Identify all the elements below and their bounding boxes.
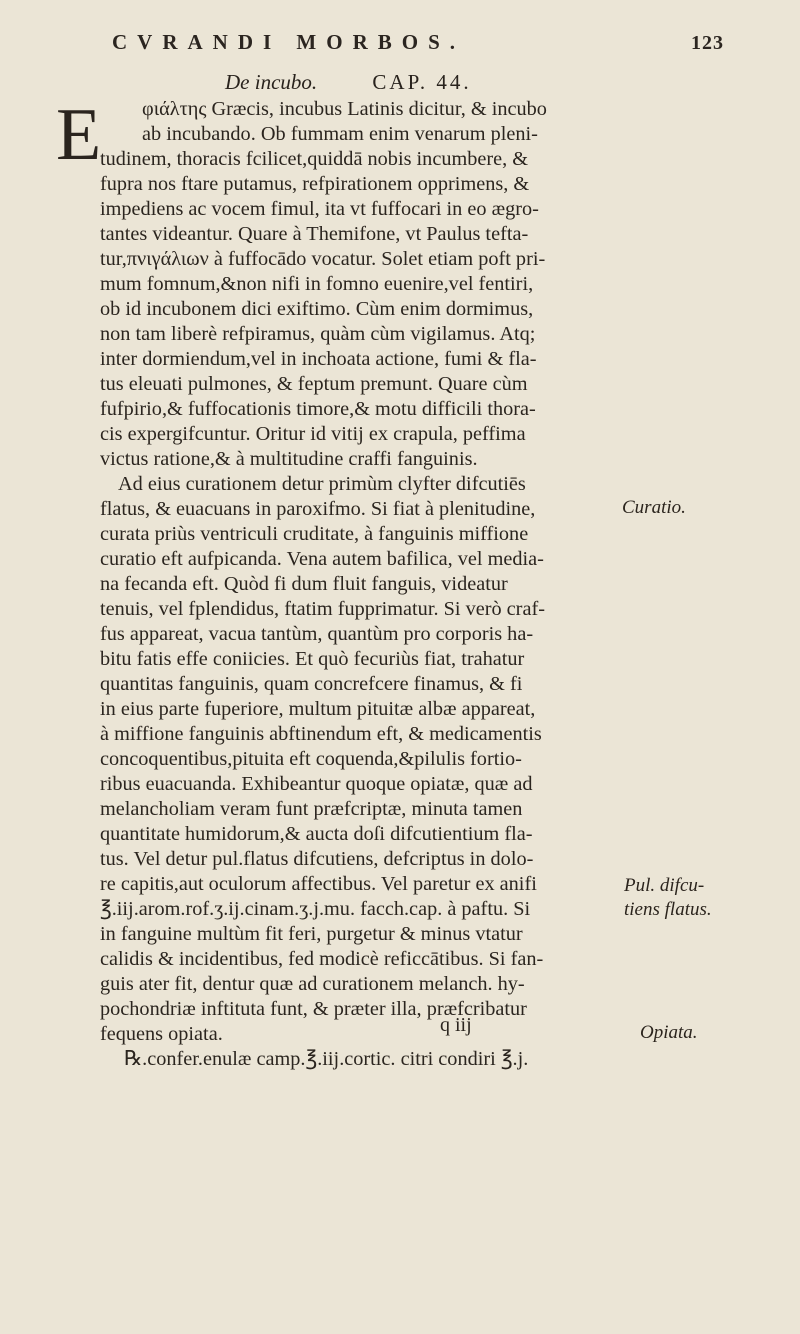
text-line: tur,πνιγάλιων à fuffocādo vocatur. Solet etiam poft pri- xyxy=(100,248,546,270)
text-line: guis ater fit, dentur quæ ad curationem melanch. hy- xyxy=(100,973,525,995)
text-line: fufpirio,& fuffocationis timore,& motu difficili thora- xyxy=(100,398,536,420)
text-line: impediens ac vocem fimul, ita vt fuffocari in eo ægro- xyxy=(100,198,539,220)
text-line: mum fomnum,&non nifi in fomno euenire,vel fentiri, xyxy=(100,273,534,295)
text-line: flatus, & euacuans in paroxifmo. Si fiat à plenitudine, xyxy=(100,498,536,520)
text-line: Ad eius curationem detur primùm clyfter difcutiēs xyxy=(118,473,526,495)
text-line: φιάλτης Græcis, incubus Latinis dicitur, & incubo xyxy=(142,98,547,120)
text-line: melancholiam veram funt præfcriptæ, minuta tamen xyxy=(100,798,523,820)
text-line: ab incubando. Ob fummam enim venarum pleni- xyxy=(142,123,538,145)
text-line: in eius parte fuperiore, multum pituitæ albæ appareat, xyxy=(100,698,536,720)
page-number: 123 xyxy=(691,32,724,54)
text-line: concoquentibus,pituita eft coquenda,&pilulis fortio- xyxy=(100,748,522,770)
text-line: tus eleuati pulmones, & feptum premunt. Quare cùm xyxy=(100,373,528,395)
margin-note-pulvis: Pul. difcu- xyxy=(624,875,705,896)
text-line: cis expergifcuntur. Oritur id vitij ex crapula, peffima xyxy=(100,423,526,445)
signature-mark: q iij xyxy=(440,1014,472,1036)
running-head xyxy=(112,30,732,55)
text-line: fequens opiata. xyxy=(100,1023,223,1045)
text-line: tudinem, thoracis fcilicet,quiddā nobis incumbere, & xyxy=(100,148,529,170)
chapter-number: CAP. 44. xyxy=(372,70,472,94)
text-line: quantitate humidorum,& aucta doſi difcutientium fla- xyxy=(100,823,533,845)
text-line: fupra nos ftare putamus, refpirationem opprimens, & xyxy=(100,173,530,195)
text-line: ob id incubonem dici exiftimo. Cùm enim dormimus, xyxy=(100,298,534,320)
text-line: victus ratione,& à multitudine craffi fanguinis. xyxy=(100,448,478,470)
chapter-title: De incubo. xyxy=(225,70,318,94)
text-line: calidis & incidentibus, fed modicè reficcātibus. Si fan- xyxy=(100,948,544,970)
text-line: re capitis,aut oculorum affectibus. Vel paretur ex anifi xyxy=(100,873,537,895)
text-line: pochondriæ inftituta funt, & præter illa, præfcribatur xyxy=(100,998,527,1020)
text-line: non tam liberè refpiramus, quàm cùm vigilamus. Atq; xyxy=(100,323,536,345)
text-line: inter dormiendum,vel in inchoata actione, fumi & fla- xyxy=(100,348,537,370)
margin-note-pulvis-cont: tiens flatus. xyxy=(624,899,712,920)
text-line: à miffione fanguinis abftinendum eft, & medicamentis xyxy=(100,723,542,745)
text-line: tus. Vel detur pul.flatus difcutiens, defcriptus in dolo- xyxy=(100,848,534,870)
text-line: ribus euacuanda. Exhibeantur quoque opiatæ, quæ ad xyxy=(100,773,533,795)
text-line: tantes videantur. Quare à Themifone, vt Paulus tefta- xyxy=(100,223,529,245)
text-line: ℞.confer.enulæ camp.℥.iij.cortic. citri condiri ℥.j. xyxy=(124,1048,529,1070)
text-line: bitu fatis effe coniicies. Et quò fecuriùs fiat, trahatur xyxy=(100,648,525,670)
running-head-title: CVRANDI MORBOS. xyxy=(112,30,466,54)
text-line: tenuis, vel fplendidus, ftatim fupprimatur. Si verò craf- xyxy=(100,598,545,620)
text-line: in fanguine multùm fit feri, purgetur & minus vtatur xyxy=(100,923,523,945)
text-line: na fecanda eft. Quòd fi dum fluit fanguis, videatur xyxy=(100,573,508,595)
text-line: ℥.iij.arom.rof.ʒ.ij.cinam.ʒ.j.mu. facch.cap. à paftu. Si xyxy=(100,898,531,920)
margin-note-opiata: Opiata. xyxy=(640,1022,698,1043)
text-line: fus appareat, vacua tantùm, quantùm pro corporis ha- xyxy=(100,623,534,645)
initial-letter: E xyxy=(56,94,102,176)
text-line: quantitas fanguinis, quam concrefcere finamus, & fi xyxy=(100,673,523,695)
margin-note-curatio: Curatio. xyxy=(622,497,686,518)
text-line: curatio eft aufpicanda. Vena autem bafilica, vel media- xyxy=(100,548,544,570)
text-line: curata priùs ventriculi cruditate, à fanguinis miffione xyxy=(100,523,529,545)
chapter-heading xyxy=(225,70,645,95)
